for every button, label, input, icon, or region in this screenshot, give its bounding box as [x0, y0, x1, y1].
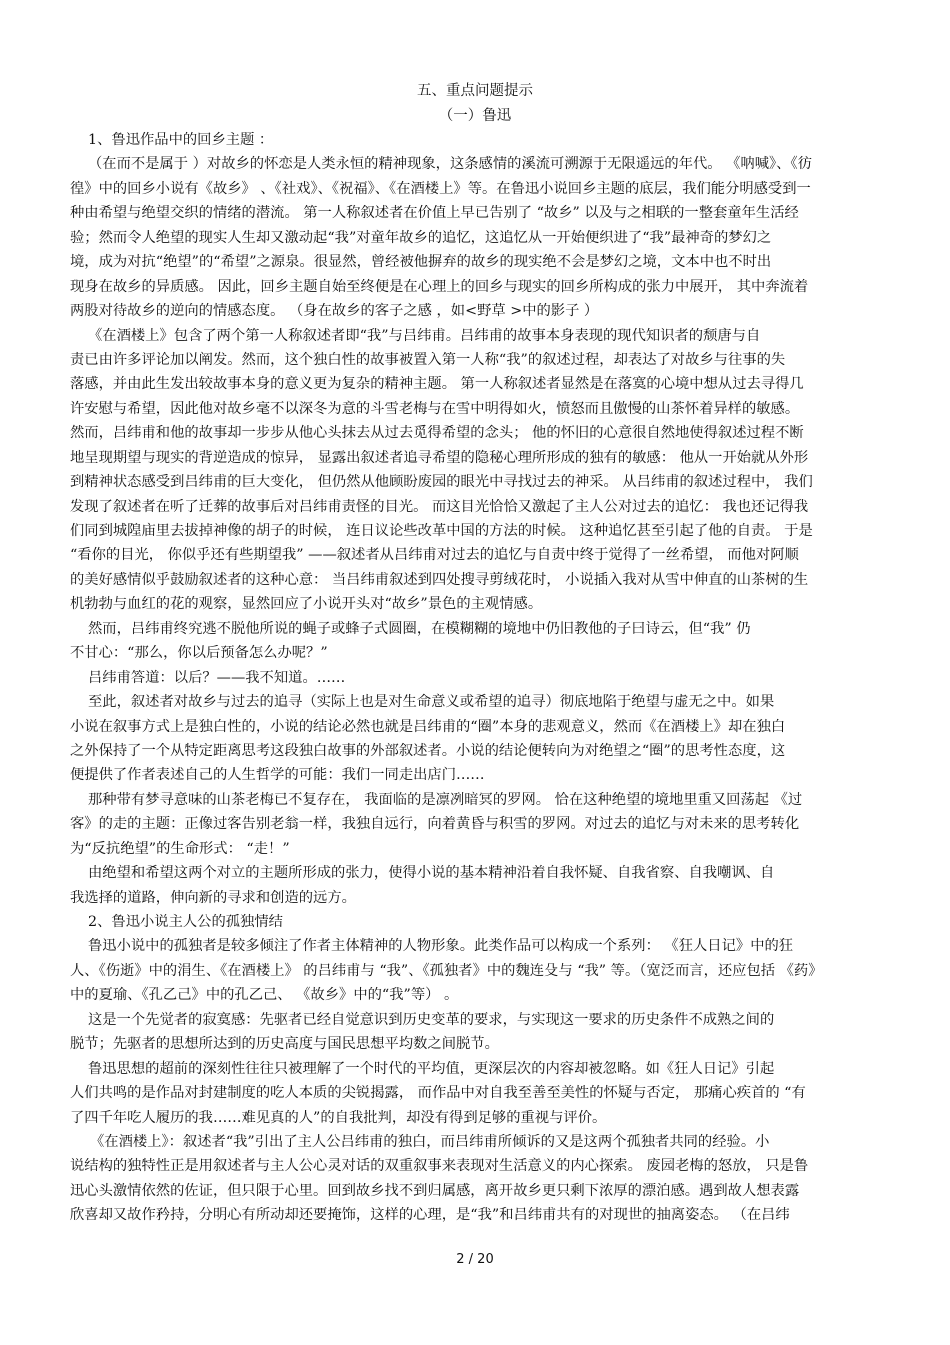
text-line: 现身在故乡的异质感。 因此，回乡主题自始至终便是在心理上的回乡与现实的回乡所构成的张力中展开， 其中奔流着	[70, 278, 809, 295]
text-line: 人们共鸣的是作品对封建制度的吃人本质的尖锐揭露， 而作品中对自我至善至美性的怀疑与否定， 那痛心疾首的 “有	[70, 1085, 806, 1102]
body-text	[70, 128, 890, 1228]
text-line: 落感，并由此生发出较故事本身的意义更为复杂的精神主题。 第一人称叙述者显然是在落寞的心境中想从过去寻得几	[70, 376, 804, 393]
subsection-heading: （一）鲁迅	[438, 108, 512, 124]
text-line: 《在酒楼上》包含了两个第一人称叙述者即“我”与吕纬甫。吕纬甫的故事本身表现的现代知识者的颓唐与自	[88, 327, 761, 344]
text-line: 到精神状态感受到吕纬甫的巨大变化， 但仍然从他顾盼废园的眼光中寻找过去的神采。 从吕纬甫的叙述过程中， 我们	[70, 474, 813, 491]
text-line: 徨》中的回乡小说有《故乡》 、《社戏》、《祝福》、《在酒楼上》等。在鲁迅小说回乡主题的底层，我们能分明感受到一	[70, 180, 811, 197]
text-line: 迅心头激情依然的佐证，但只限于心里。回到故乡找不到归属感，离开故乡更只剩下浓厚的漂泊感。遇到故人想表露	[70, 1182, 800, 1199]
text-line: 机勃勃与血红的花的观察，显然回应了小说开头对“故乡”景色的主观情感。	[70, 596, 543, 613]
text-line: 脱节；先驱者的思想所达到的历史高度与国民思想平均数之间脱节。	[70, 1036, 499, 1053]
text-line: 鲁迅思想的超前的深刻性往往只被理解了一个时代的平均值，更深层次的内容却被忽略。如《狂人日记》引起	[88, 1060, 775, 1077]
text-line: 为“反抗绝望”的生命形式： “走！”	[70, 840, 290, 857]
text-line: 地呈现期望与现实的背逆造成的惊异， 显露出叙述者追寻希望的隐秘心理所形成的独有的敏感： 他从一开始就从外形	[70, 449, 809, 466]
text-line: 然而，吕纬甫终究逃不脱他所说的蝇子或蜂子式圆圈，在模糊糊的境地中仍旧教他的子曰诗云，但“我” 仍	[88, 620, 751, 637]
text-line: 中的夏瑜、《孔乙己》中的孔乙己、 《故乡》中的“我”等） 。	[70, 987, 459, 1004]
text-line: 便提供了作者表述自己的人生哲学的可能：我们一同走出店门……	[70, 767, 485, 784]
text-line: 许安慰与希望，因此他对故乡毫不以深冬为意的斗雪老梅与在雪中明得如火，愤怒而且傲慢的山茶怀着异样的敏感。	[70, 400, 800, 417]
text-line: “看你的目光， 你似乎还有些期望我” ——叙述者从吕纬甫对过去的追忆与自责中终于觉得了一丝希望， 而他对阿顺	[70, 547, 799, 564]
text-line: 那种带有梦寻意味的山茶老梅已不复存在， 我面临的是凛冽暗冥的罗网。 恰在这种绝望的境地里重又回荡起 《过	[88, 791, 803, 808]
text-line: 们同到城隍庙里去拔掉神像的胡子的时候， 连日议论些改革中国的方法的时候。 这种追忆甚至引起了他的自责。 于是	[70, 523, 813, 539]
text-line: 我选择的道路，伸向新的寻求和创造的远方。	[70, 889, 356, 906]
text-line: 发现了叙述者在听了迁葬的故事后对吕纬甫责怪的目光。 而这目光恰恰又激起了主人公对过去的追忆： 我也还记得我	[70, 498, 809, 515]
page-number: 2 / 20	[456, 1252, 494, 1267]
text-line: 两股对待故乡的逆向的情感态度。 （身在故乡的客子之感 ，如<野草 >中的影子 ）	[70, 303, 599, 320]
text-line: 人、《伤逝》中的涓生、《在酒楼上》 的吕纬甫与 “我”、《孤独者》中的魏连殳与 “我” 等。（宽泛而言，还应包括 《药》	[70, 962, 823, 979]
text-line: 境，成为对抗“绝望”的“希望”之源泉。很显然，曾经被他摒弃的故乡的现实绝不会是梦幻之境，文本中也不时出	[70, 254, 772, 271]
section-heading: 五、重点问题提示	[417, 83, 533, 99]
text-line: 欣喜却又故作矜持，分明心有所动却还要掩饰，这样的心理，是“我”和吕纬甫共有的对现世的抽离姿态。 （在吕纬	[70, 1207, 790, 1224]
text-line: 说结构的独特性正是用叙述者与主人公心灵对话的双重叙事来表现对生活意义的内心探索。 废园老梅的怒放， 只是鲁	[70, 1158, 809, 1175]
text-line: 不甘心：“那么，你以后预备怎么办呢？”	[70, 645, 328, 662]
text-line: 至此，叙述者对故乡与过去的追寻（实际上也是对生命意义或希望的追寻）彻底地陷于绝望与虚无之中。如果	[88, 694, 775, 711]
text-line: 验；然而令人绝望的现实人生却又激动起“我”对童年故乡的追忆，这追忆从一开始便织进了“我”最神奇的梦幻之	[70, 229, 772, 246]
text-line: 的美好感情似乎鼓励叙述者的这种心意： 当吕纬甫叙述到四处搜寻剪绒花时， 小说插入我对从雪中伸直的山茶树的生	[70, 571, 809, 588]
text-line: 1、鲁迅作品中的回乡主题 ：	[88, 132, 274, 148]
text-line: （在而不是属于 ）对故乡的怀恋是人类永恒的精神现象，这条感情的溪流可溯源于无限遥远的年代。 《呐喊》、《彷	[88, 156, 812, 173]
text-line: 小说在叙事方式上是独白性的，小说的结论必然也就是吕纬甫的“圈”本身的悲观意义，然而《在酒楼上》却在独白	[70, 718, 786, 735]
text-line: 鲁迅小说中的孤独者是较多倾注了作者主体精神的人物形象。此类作品可以构成一个系列： 《狂人日记》中的狂	[88, 938, 794, 955]
text-line: 吕纬甫答道：以后？——我不知道。……	[88, 669, 346, 686]
text-line: 了四千年吃人履历的我……难见真的人”的自我批判，却没有得到足够的重视与评价。	[70, 1109, 607, 1126]
text-line: 客》的走的主题：正像过客告别老翁一样，我独自远行，向着黄昏与积雪的罗网。对过去的追忆与对未来的思考转化	[70, 816, 800, 833]
text-line: 这是一个先觉者的寂寞感：先驱者已经自觉意识到历史变革的要求，与实现这一要求的历史条件不成熟之间的	[88, 1011, 775, 1028]
text-line: 然而，吕纬甫和他的故事却一步步从他心头抹去从过去觅得希望的念头； 他的怀旧的心意很自然地使得叙述过程不断	[70, 425, 804, 442]
text-line: 种由希望与绝望交织的情绪的潜流。 第一人称叙述者在价值上早已告别了 “故乡” 以及与之相联的一整套童年生活经	[70, 205, 799, 222]
text-line: 2、鲁迅小说主人公的孤独情结	[88, 914, 283, 930]
text-line: 《在酒楼上》：叙述者“我”引出了主人公吕纬甫的独白，而吕纬甫所倾诉的又是这两个孤独者共同的经验。小	[90, 1133, 770, 1150]
text-line: 责已由许多评论加以阐发。然而，这个独白性的故事被置入第一人称“我”的叙述过程，却表达了对故乡与往事的失	[70, 351, 786, 368]
text-line: 之外保持了一个从特定距离思考这段独白故事的外部叙述者。小说的结论便转向为对绝望之“圈”的思考性态度，这	[70, 742, 786, 759]
text-line: 由绝望和希望这两个对立的主题所形成的张力，使得小说的基本精神沿着自我怀疑、自我省察、自我嘲讽、自	[88, 865, 775, 882]
